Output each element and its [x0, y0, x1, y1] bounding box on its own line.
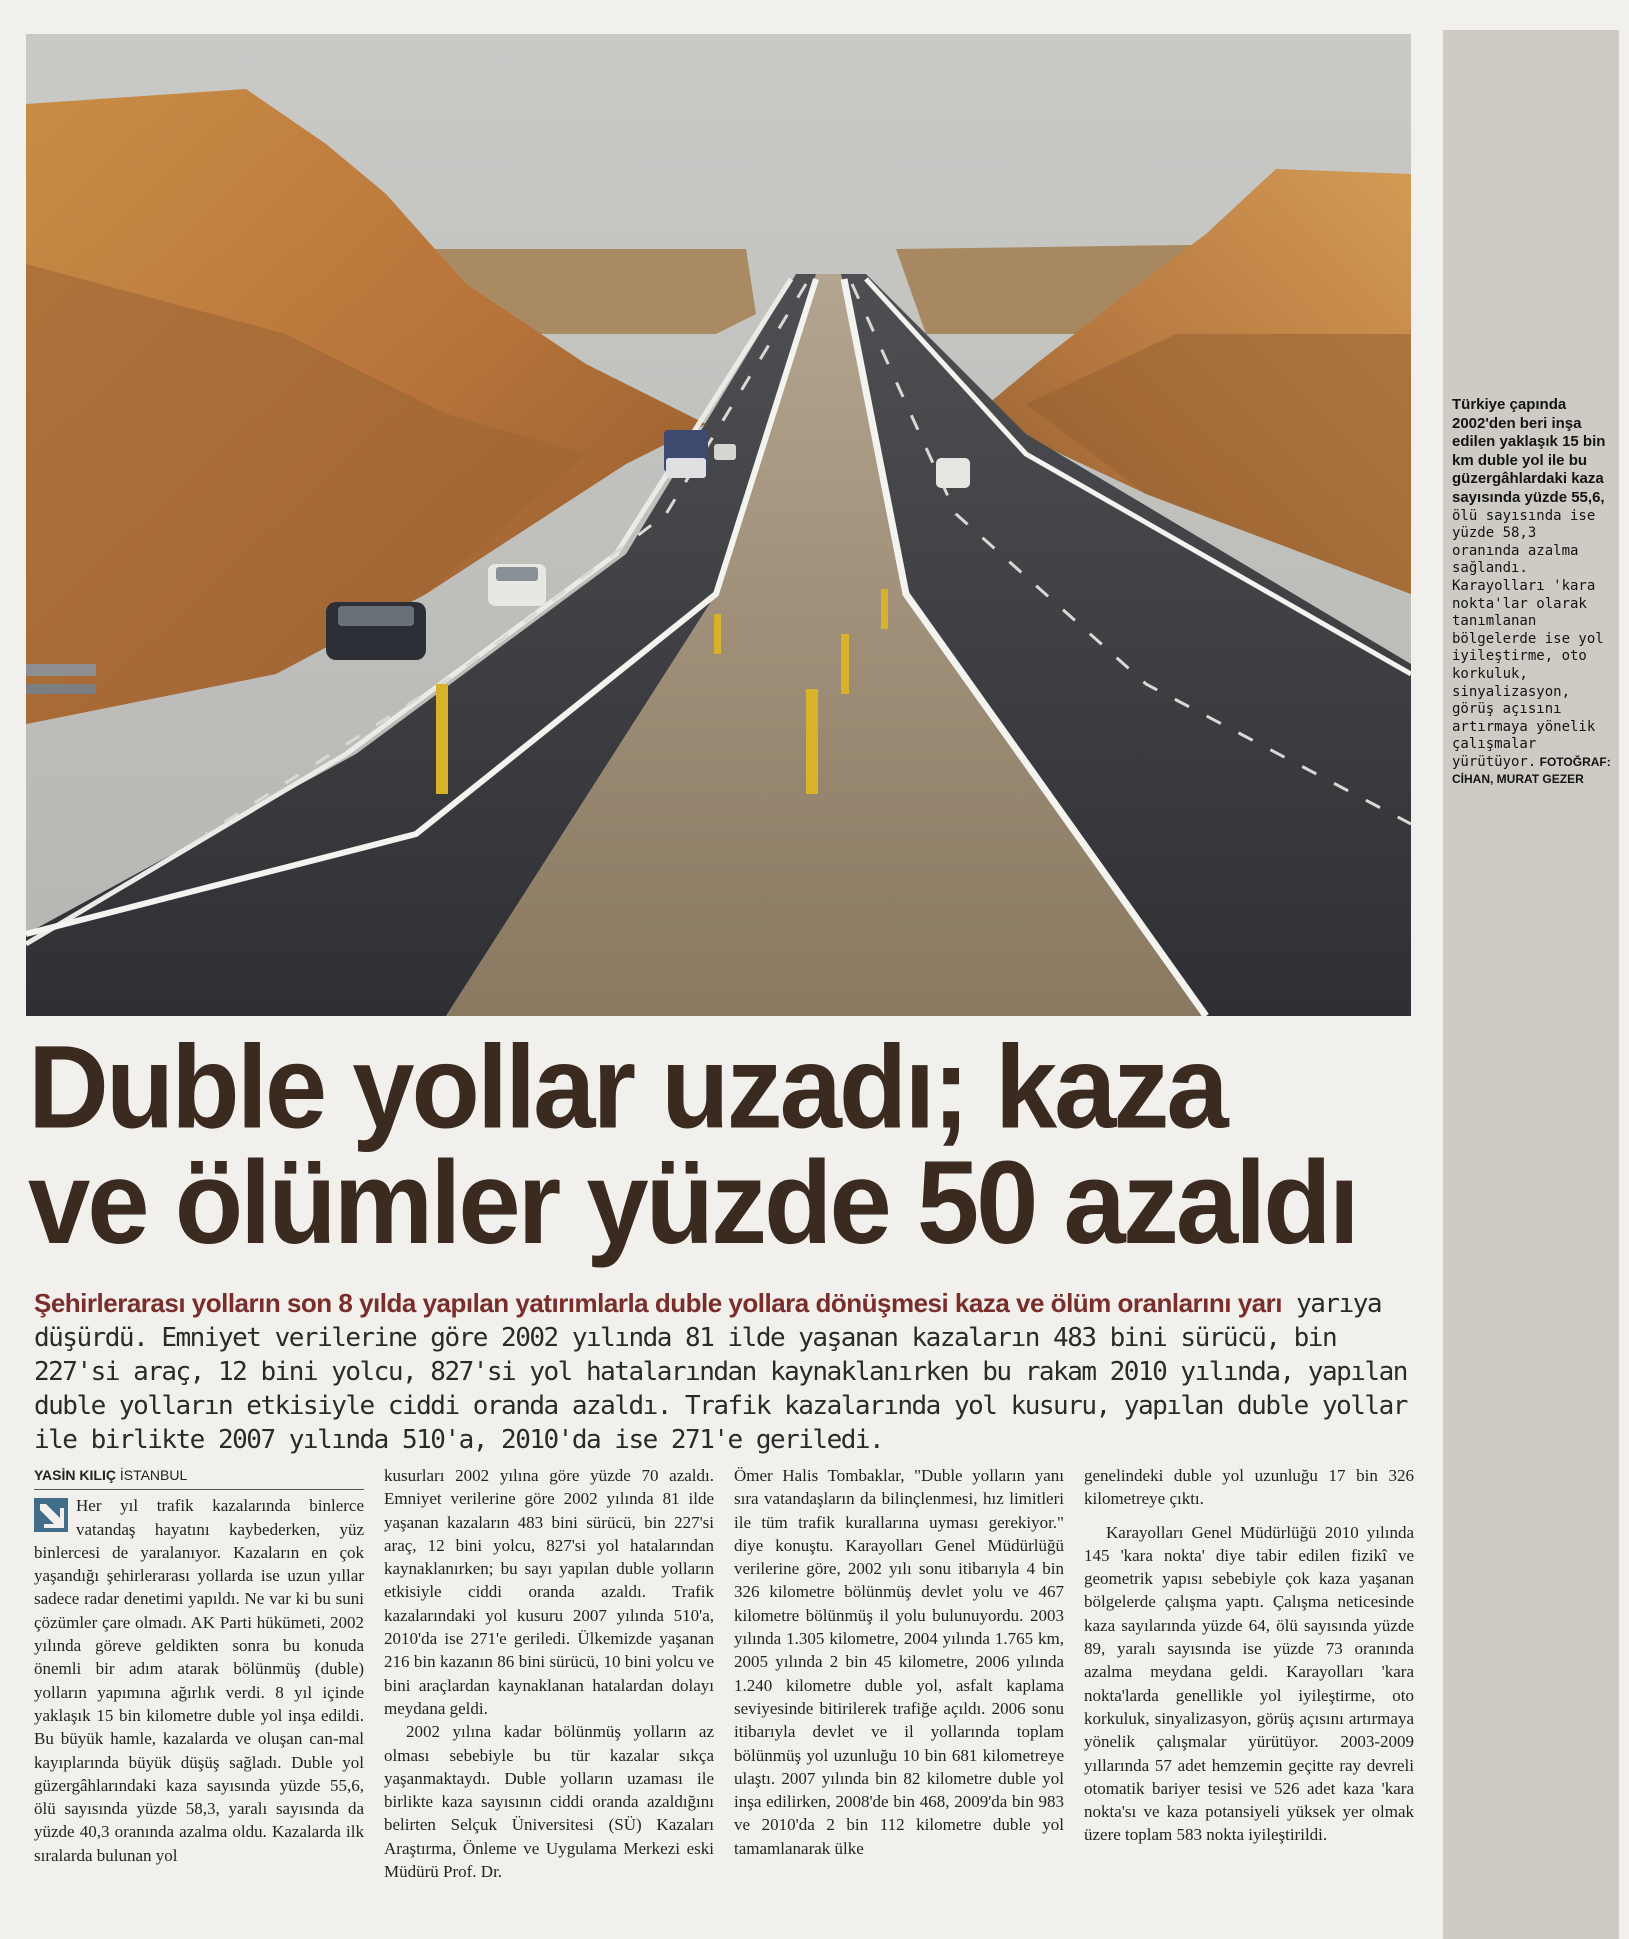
column-2-text-b: 2002 yılına kadar bölünmüş yolların az olması sebebiyle bu tür kazalar sıkça yaşanmaktaydı. Duble yolların uzaması ile birlikte kaza sayısının ciddi oranda azaldığını belirten Selçuk Üniversitesi (SÜ) Kazaları Araştırma, Önleme ve Uygulama Merkezi eski Müdürü Prof. Dr.	[384, 1722, 714, 1882]
arrow-icon	[34, 1498, 68, 1532]
headline-line-1: Duble yollar uzadı; kaza	[28, 1021, 1226, 1153]
column-4-text-a: genelindeki duble yol uzunluğu 17 bin 326 kilometreye çıktı.	[1084, 1466, 1414, 1509]
column-3-text: Ömer Halis Tombaklar, "Duble yolların yanı sıra vatandaşların da bilinçlenmesi, hız limitleri ile tüm trafik kurallarına uyması gerekiyor." diye konuştu. Karayolları Genel Müdürlüğü verilerine göre, 2002 yılı sonu itibarıyla 4 bin 326 kilometre bölünmüş devlet yolu ve 467 kilometre bölünmüş il yolu bulunuyordu. 2003 yılında 1.305 kilometre, 2004 yılında 1.765 km, 2005 yılında 2 bin 45 kilometre, 2006 yılında 1.240 kilometre duble yol, asfalt kaplama seviyesinde bitirilerek trafiğe açıldı. 2006 sonu itibarıyla devlet ve il yollarında toplam bölünmüş yol uzunluğu 10 bin 681 kilometreye ulaştı. 2007 yılında bin 82 kilometre duble yol inşa edilirken, 2008'de bin 468, 2009'da bin 983 ve 2010'da 2 bin 112 kilometre duble yol tamamlanarak ülke	[734, 1466, 1064, 1858]
caption-bold: Türkiye çapında 2002'den beri inşa edilen yaklaşık 15 bin km duble yol ile bu güzergâhlardaki kaza sayısında yüzde 55,6,	[1452, 396, 1606, 506]
byline	[34, 1464, 364, 1490]
lead-text: yarıya düşürdü. Emniyet verilerine göre 2002 yılında 81 ilde yaşanan kazaların 483 bini sürücü, bin 227'si araç, 12 bini yolcu, 827'si yol hatalarından kaynaklanırken bu rakam 2010 yılında, yapılan duble yolların etkisiyle ciddi oranda azaldı. Trafik kazalarında yol kusuru, yapılan duble yollar ile birlikte 2007 yılında 510'a, 2010'da ise 271'e geriledi.	[34, 1289, 1407, 1455]
byline-location: İSTANBUL	[119, 1467, 188, 1483]
headline-line-2: ve ölümler yüzde 50 azaldı	[28, 1137, 1357, 1269]
photo-credit: FOTOĞRAF: CİHAN, MURAT GEZER	[1452, 754, 1611, 787]
article-column-1	[34, 1464, 364, 1867]
photo-caption	[1452, 396, 1612, 789]
column-4-text-b: Karayolları Genel Müdürlüğü 2010 yılında 145 'kara nokta' diye tabir edilen fizikî ve geometrik yapısı sebebiyle çok kaza yaşanan bölgelerde çalışma yaptı. Çalışma neticesinde kaza sayılarında yüzde 64, ölü sayısında yüzde 89, yaralı sayısında ise yüzde 73 oranında azalma meydana geldi. Karayolları 'kara nokta'larda genellikle yol iyileştirme, oto korkuluk, sinyalizasyon, görüş açısını artırmaya yönelik çalışmalar yürütüyor. 2003-2009 yıllarında 57 adet hemzemin geçitte ray devreli otomatik bariyer tesisi ve 526 adet kaza 'kara nokta'sı ve kaza potansiyeli yüksek yer olmak üzere toplam 583 nokta iyileştirildi.	[1084, 1522, 1414, 1845]
column-1-text: Her yıl trafik kazalarında binlerce vatandaş hayatını kaybederken, yüz binlercesi de yaralanıyor. Kazaların en çok yaşandığı şehirlerarası yollarda ise uzun yıllar sadece radar denetimi yapıldı. Ne var ki bu suni çözümler çare olmadı. AK Parti hükümeti, 2002 yılında göreve geldikten sonra bu konuda önemli bir adım atarak bölünmüş (duble) yolların yapımına ağırlık verdi. 8 yıl içinde yaklaşık 15 bin kilometre duble yol inşa edildi. Bu büyük hamle, kazalarda ve oluşan can-mal kayıplarında büyük düşüş sağladı. Duble yol güzergâhlarındaki kaza sayısında yüzde 55,6, ölü sayısında yüzde 58,3, yaralı sayısında da yüzde 40,3 oranında azalma oldu. Kazalarda ilk sıralarda bulunan yol	[34, 1496, 364, 1865]
byline-author: YASİN KILIÇ	[34, 1467, 116, 1483]
article-column-2	[384, 1464, 714, 1883]
article-column-3	[734, 1464, 1064, 1860]
column-2-text-a: kusurları 2002 yılına göre yüzde 70 azaldı. Emniyet verilerine göre 2002 yılında 81 ilde yaşanan kazaların 483 bini sürücü, bin 227'si araç, 12 bini yolcu, 827'si yol hatalarından kaynaklanırken; bu sayı yapılan duble yolların etkisiyle ciddi oranda azaldı. Trafik kazalarındaki yol kusuru 2007 yılında 510'a, 2010'da ise 271'e geriledi. Ülkemizde yaşanan 216 bin kazanın 86 bini sürücü, 10 bini yolcu ve bini araçlardan kaynaklanan hatalardan dolayı meydana geldi.	[384, 1466, 714, 1718]
road-photo	[26, 34, 1411, 1016]
article-column-4	[1084, 1464, 1414, 1847]
lead-highlight: Şehirlerarası yolların son 8 yılda yapılan yatırımlarla duble yollara dönüşmesi kaza ve ölüm oranlarını yarı	[34, 1288, 1282, 1318]
sidebar-panel	[1443, 30, 1619, 1939]
headline	[28, 1021, 1438, 1269]
lead-paragraph	[34, 1286, 1429, 1457]
caption-text: ölü sayısında ise yüzde 58,3 oranında azalma sağlandı. Karayolları 'kara nokta'lar olarak tanımlanan bölgelerde ise yol iyileştirme, oto korkuluk, sinyalizasyon, görüş açısını artırmaya yönelik çalışmalar yürütüyor.	[1452, 507, 1604, 770]
road-illustration	[26, 34, 1411, 1016]
